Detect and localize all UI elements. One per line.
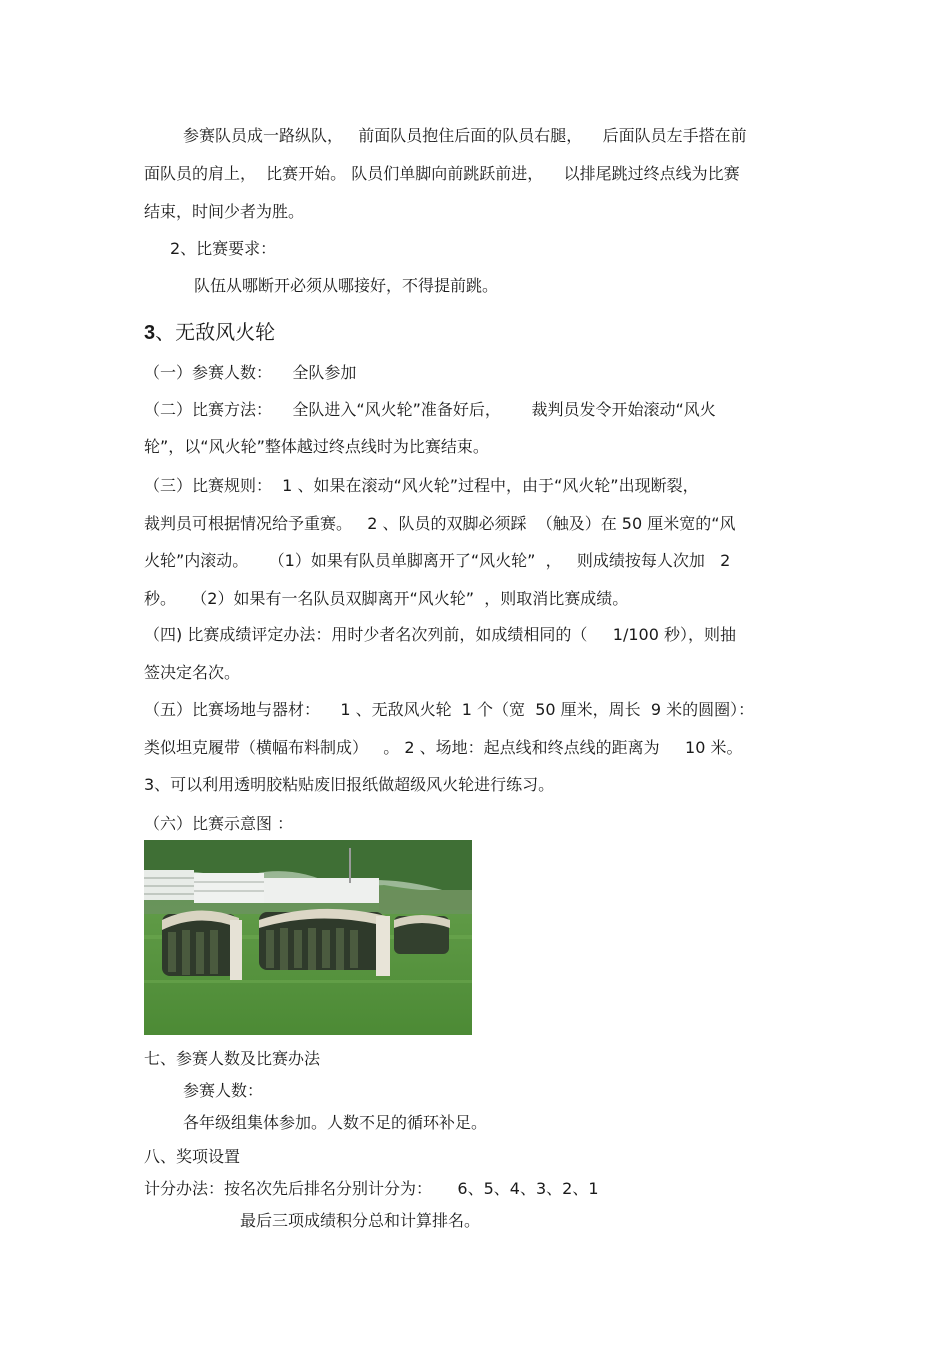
section-3-heading <box>144 320 950 345</box>
intro-line-1: 参赛队员成一路纵队， 前面队员抱住后面的队员右腿， 后面队员左手搭在前 <box>183 126 747 145</box>
s8-line-2: 最后三项成绩积分总和计算排名。 <box>240 1211 481 1230</box>
s3-line-11: 类似坦克履带（横幅布料制成） 。 2 、场地：起点线和终点线的距离为 10 米。 <box>144 738 743 757</box>
s3-line-2: （二）比赛方法： 全队进入“风火轮”准备好后， 裁判员发令开始滚动“风火 <box>144 400 716 419</box>
requirement-heading: 2、比赛要求： <box>170 239 277 258</box>
section-7-title: 七、参赛人数及比赛办法 <box>144 1049 321 1068</box>
competition-photo <box>144 840 472 1035</box>
s3-line-13: （六）比赛示意图 ： <box>144 814 294 833</box>
s3-line-3: 轮”，以“风火轮”整体越过终点线时为比赛结束。 <box>144 437 489 456</box>
s3-line-9: 签决定名次。 <box>144 663 241 682</box>
s3-line-12: 3、可以利用透明胶粘贴废旧报纸做超级风火轮进行练习。 <box>144 775 555 794</box>
requirement-text: 队伍从哪断开必须从哪接好，不得提前跳。 <box>194 276 499 295</box>
section-8-title: 八、奖项设置 <box>144 1147 241 1166</box>
s7-line-2: 各年级组集体参加。人数不足的循环补足。 <box>183 1113 488 1132</box>
intro-line-3: 结束，时间少者为胜。 <box>144 202 305 221</box>
s8-line-1: 计分办法：按名次先后排名分别计分为： 6、5、4、3、2、1 <box>144 1179 599 1198</box>
s3-line-5: 裁判员可根据情况给予重赛。 2 、队员的双脚必须踩 （触及）在 50 厘米宽的“风 <box>144 514 736 533</box>
s3-line-6: 火轮”内滚动。 （1）如果有队员单脚离开了“风火轮” ， 则成绩按每人次加 2 <box>144 551 731 570</box>
s7-line-1: 参赛人数： <box>183 1081 264 1100</box>
s3-line-1: （一）参赛人数： 全队参加 <box>144 363 357 382</box>
s3-line-8: （四) 比赛成绩评定办法：用时少者名次列前，如成绩相同的（ 1/100 秒），则抽 <box>144 625 736 644</box>
competition-photo-graphic <box>144 840 472 1035</box>
section-3-title: 、无敌风火轮 <box>155 320 276 344</box>
s3-line-10: （五）比赛场地与器材： 1 、无敌风火轮 1 个（宽 50 厘米，周长 9 米的圆圈）： <box>144 700 755 719</box>
section-3-number: 3 <box>144 322 156 344</box>
s3-line-4: （三）比赛规则： 1 、如果在滚动“风火轮”过程中，由于“风火轮”出现断裂， <box>144 476 699 495</box>
s3-line-7: 秒。 （2）如果有一名队员双脚离开“风火轮” ，则取消比赛成绩。 <box>144 589 629 608</box>
intro-line-2: 面队员的肩上， 比赛开始。 队员们单脚向前跳跃前进， 以排尾跳过终点线为比赛 <box>144 164 740 183</box>
